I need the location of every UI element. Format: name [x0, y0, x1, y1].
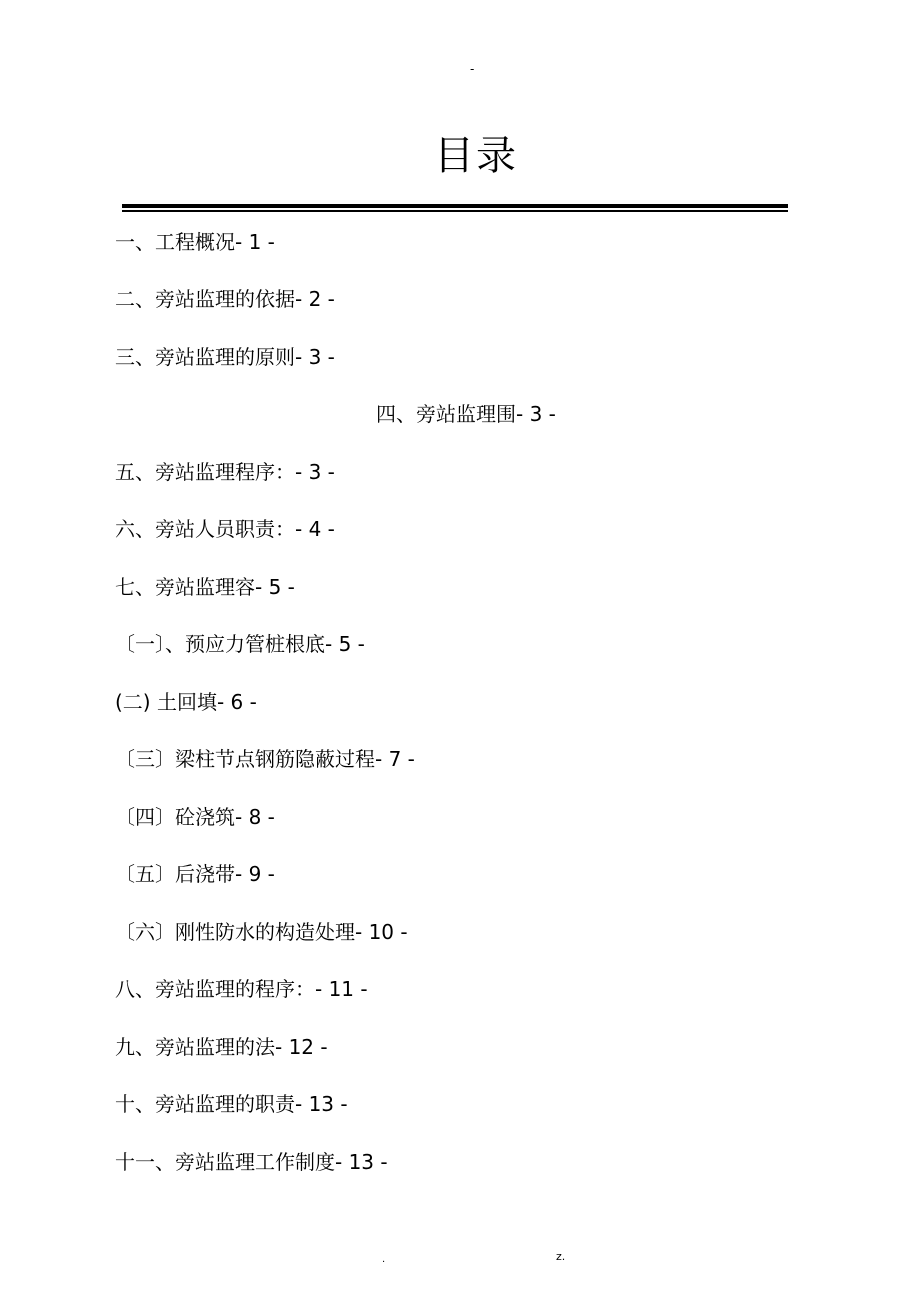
footer-right-mark: z. — [556, 1250, 566, 1263]
toc-entry[interactable]: 八、旁站监理的程序：- 11 - — [115, 977, 368, 1001]
toc-entry[interactable]: 〔六〕刚性防水的构造处理- 10 - — [115, 920, 408, 944]
toc-entry[interactable]: 〔四〕砼浇筑- 8 - — [115, 805, 275, 829]
page-title: 目录 — [434, 133, 518, 179]
toc-entry[interactable]: 三、旁站监理的原则- 3 - — [115, 345, 335, 369]
toc-entry[interactable]: 九、旁站监理的法- 12 - — [115, 1035, 328, 1059]
footer-left-mark: . — [382, 1254, 386, 1265]
toc-entry[interactable]: 〔一〕、预应力管桩根底- 5 - — [115, 632, 365, 656]
toc-entry[interactable]: (二) 土回填- 6 - — [115, 690, 257, 714]
toc-entry[interactable]: 四、旁站监理围- 3 - — [376, 402, 556, 426]
toc-entry[interactable]: 六、旁站人员职责：- 4 - — [115, 517, 335, 541]
header-mark: - — [470, 62, 475, 76]
toc-entry[interactable]: 一、工程概况- 1 - — [115, 230, 275, 254]
toc-entry[interactable]: 十一、旁站监理工作制度- 13 - — [115, 1150, 388, 1174]
toc-entry[interactable]: 〔五〕后浇带- 9 - — [115, 862, 275, 886]
toc-entry[interactable]: 二、旁站监理的依据- 2 - — [115, 287, 335, 311]
toc-entry[interactable]: 七、旁站监理容- 5 - — [115, 575, 295, 599]
toc-entry[interactable]: 五、旁站监理程序：- 3 - — [115, 460, 335, 484]
toc-entry[interactable]: 〔三〕梁柱节点钢筋隐蔽过程- 7 - — [115, 747, 415, 771]
toc-entry[interactable]: 十、旁站监理的职责- 13 - — [115, 1092, 348, 1116]
